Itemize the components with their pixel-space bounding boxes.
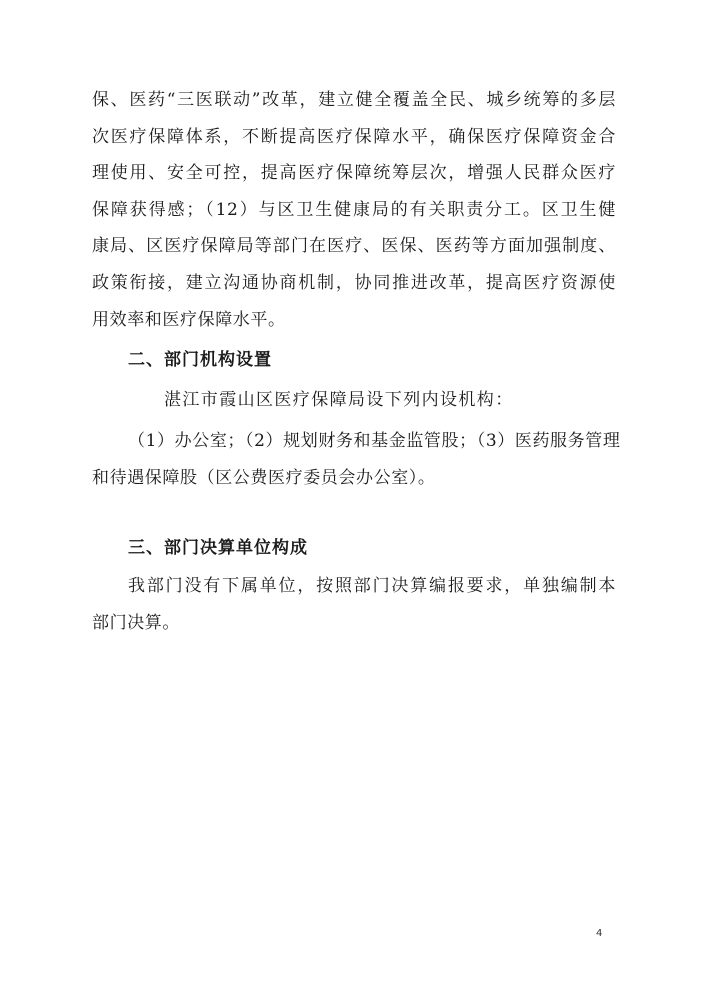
paragraph-line: 用效率和医疗保障水平。	[92, 309, 286, 330]
paragraph-line: 康局、区医疗保障局等部门在医疗、医保、医药等方面加强制度、	[92, 236, 616, 257]
section2-heading: 二、部门机构设置	[128, 350, 272, 370]
paragraph-line: 保障获得感；（12）与区卫生健康局的有关职责分工。区卫生健	[92, 199, 616, 220]
paragraph-line: 理使用、安全可控，提高医疗保障统筹层次，增强人民群众医疗	[92, 163, 616, 184]
paragraph-line: 我部门没有下属单位，按照部门决算编报要求，单独编制本	[128, 576, 616, 596]
section1-continuation-paragraph	[92, 82, 616, 338]
section3-paragraph	[92, 568, 616, 641]
paragraph-line: 保、医药“三医联动”改革，建立健全覆盖全民、城乡统筹的多层	[92, 90, 616, 110]
section2-list-paragraph	[92, 423, 621, 496]
paragraph-line: 政策衔接，建立沟通协商机制，协同推进改革，提高医疗资源使	[92, 272, 616, 293]
page-number: 4	[596, 928, 603, 939]
paragraph-line: 和待遇保障股（区公费医疗委员会办公室）。	[92, 467, 436, 488]
paragraph-line: 部门决算。	[92, 612, 180, 633]
paragraph-line: （1）办公室；（2）规划财务和基金监管股；（3）医药服务管理	[128, 431, 621, 451]
paragraph-line: 次医疗保障体系，不断提高医疗保障水平，确保医疗保障资金合	[92, 126, 616, 147]
section3-heading: 三、部门决算单位构成	[128, 538, 308, 558]
section2-intro: 湛江市霞山区医疗保障局设下列内设机构：	[164, 390, 514, 410]
